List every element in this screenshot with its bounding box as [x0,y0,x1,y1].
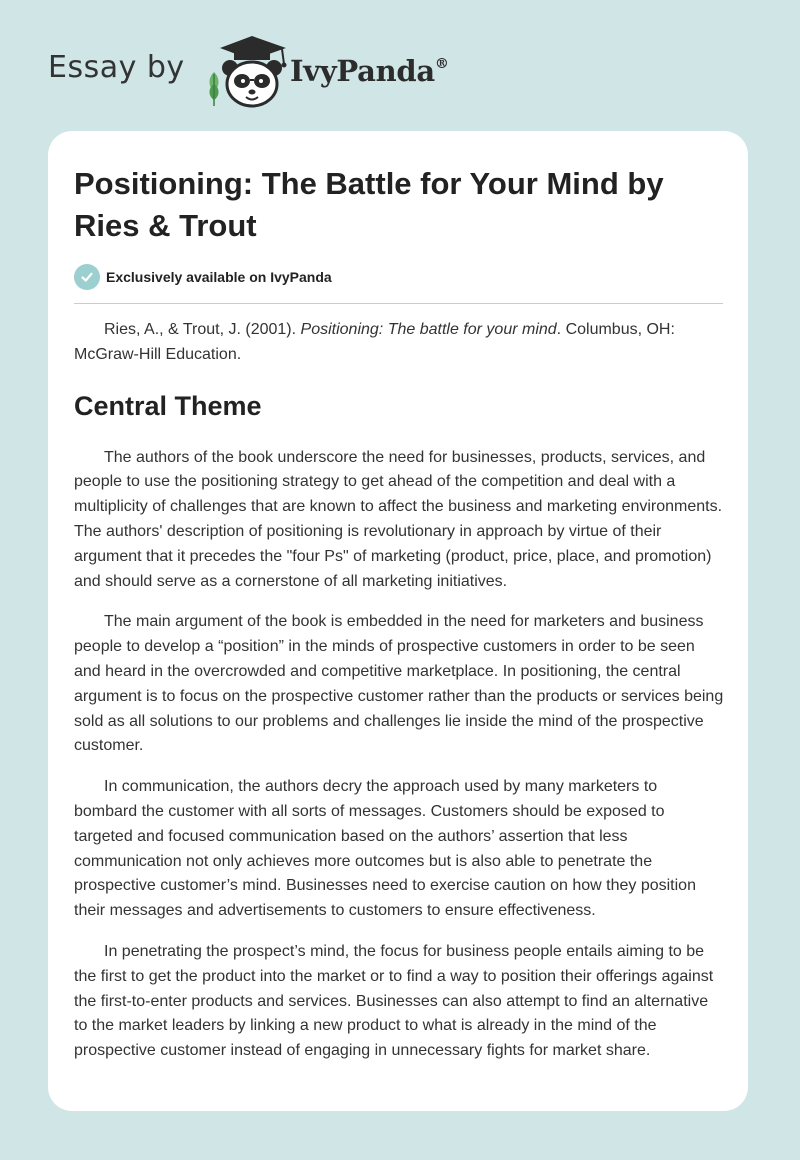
essay-card [48,131,748,1111]
essay-title: Positioning: The Battle for Your Mind by Ries & Trout [74,166,664,243]
section-heading: Central Theme [74,390,262,421]
badge-label: Exclusively available on IvyPanda [106,269,332,285]
reference-authors: Ries, A., & Trout, J. (2001). [104,321,301,338]
reference-book-title: Positioning: The battle for your mind [300,321,557,338]
divider [74,303,723,304]
reference-citation [74,318,724,368]
exclusive-badge [74,264,332,290]
body-paragraph: In penetrating the prospect’s mind, the focus for business people entails aiming to be the first to get the product into the market or to find a way to position their offerings against the first-to-enter products and services. Businesses can also attempt to find an alternative to the market leaders by linking a new product to what is already in the mind of the prospective customer instead of engaging in unnecessary fights for market share. [74,942,714,1060]
registered-mark: ® [434,56,449,73]
checkmark-icon [74,264,100,290]
brand-name[interactable] [290,54,449,88]
body-paragraph: In communication, the authors decry the approach used by many marketers to bombard the customer with all sorts of messages. Customers should be exposed to targeted and focused communication based on the authors’ assertion that less communication not only achieves more outcomes but is also able to penetrate the prospective customer’s mind. Businesses need to exercise caution on how they position their messages and advertisements to customers to ensure effectiveness. [74,778,696,920]
essay-by-label: Essay by [48,50,185,85]
body-paragraph: The authors of the book underscore the need for businesses, products, services, and people to use the positioning strategy to get ahead of the competition and deal with a multiplicity of challenges that are known to affect the business and marketing environments. The authors' description of positioning is revolutionary in approach by virtue of their argument that it precedes the "four Ps" of marketing (product, price, place, and promotion) and should serve as a cornerstone of all marketing initiatives. [74,448,723,590]
leaf-icon [210,72,219,106]
reference-publisher: . Columbus, OH: McGraw-Hill Education. [74,321,675,363]
body-paragraph: The main argument of the book is embedded in the need for marketers and business people to develop a “position” in the minds of prospective customers in order to be seen and heard in the overcrowded and competitive marketplace. In positioning, the central argument is to focus on the prospective customer rather than the products or services being sold as all solutions to our problems and challenges lie inside the mind of the prospective customer. [74,613,724,755]
site-header [0,0,800,120]
essay-body [74,318,724,1080]
panda-logo-icon[interactable] [200,34,300,110]
brand-text: IvyPanda [290,54,435,88]
